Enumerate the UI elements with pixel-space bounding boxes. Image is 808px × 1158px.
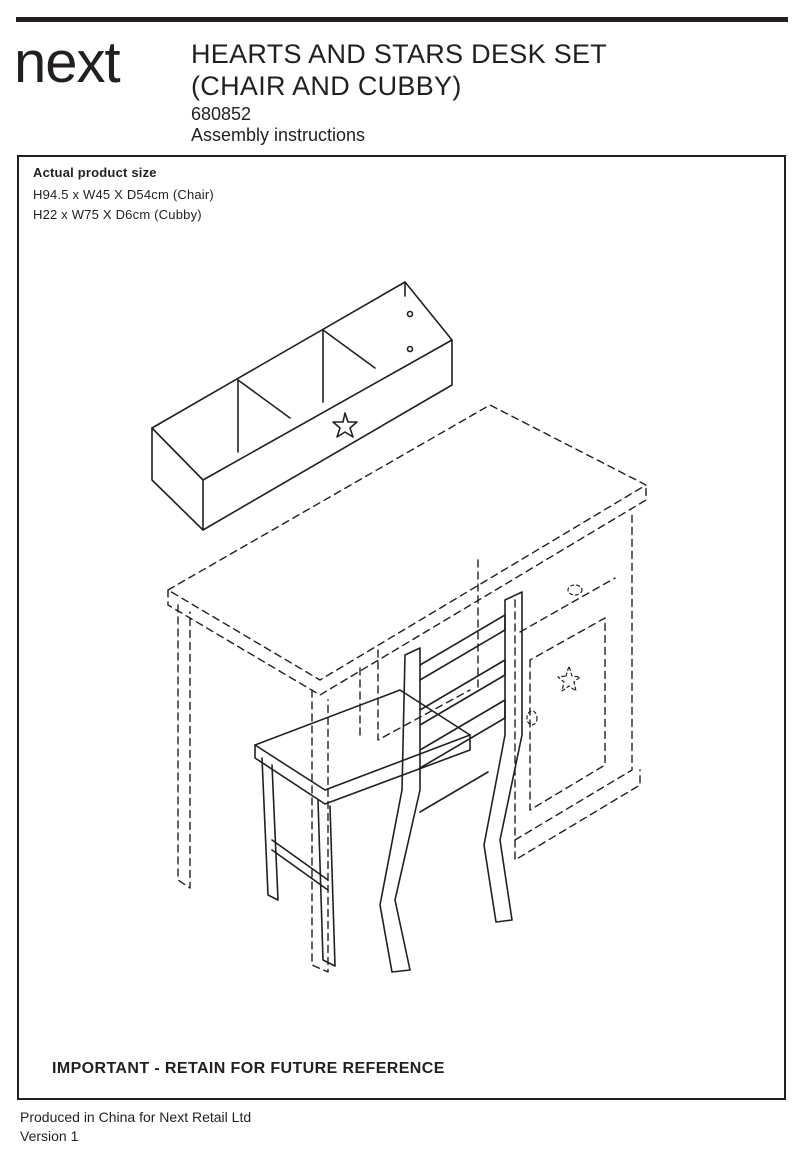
star-icon — [333, 413, 357, 437]
important-notice: IMPORTANT - RETAIN FOR FUTURE REFERENCE — [52, 1060, 445, 1077]
page-title: HEARTS AND STARS DESK SET (CHAIR AND CUBBY) — [191, 39, 608, 101]
desk-outline — [168, 405, 646, 972]
top-rule — [16, 17, 788, 22]
product-illustration — [150, 270, 660, 980]
product-code: 680852 — [191, 104, 252, 124]
cubby-shelf — [152, 282, 452, 530]
cubby-size: H22 x W75 X D6cm (Cubby) — [33, 207, 202, 222]
svg-text:next: next — [14, 30, 120, 95]
page-subtitle: Assembly instructions — [191, 125, 366, 145]
next-logo — [12, 30, 172, 100]
chair — [255, 592, 522, 972]
desk-knobs — [527, 585, 582, 725]
chair-size: H94.5 x W45 X D54cm (Chair) — [33, 187, 214, 202]
product-size-heading: Actual product size — [33, 165, 157, 180]
footer-version: Version 1 — [20, 1128, 79, 1144]
footer-produced: Produced in China for Next Retail Ltd — [20, 1109, 252, 1125]
